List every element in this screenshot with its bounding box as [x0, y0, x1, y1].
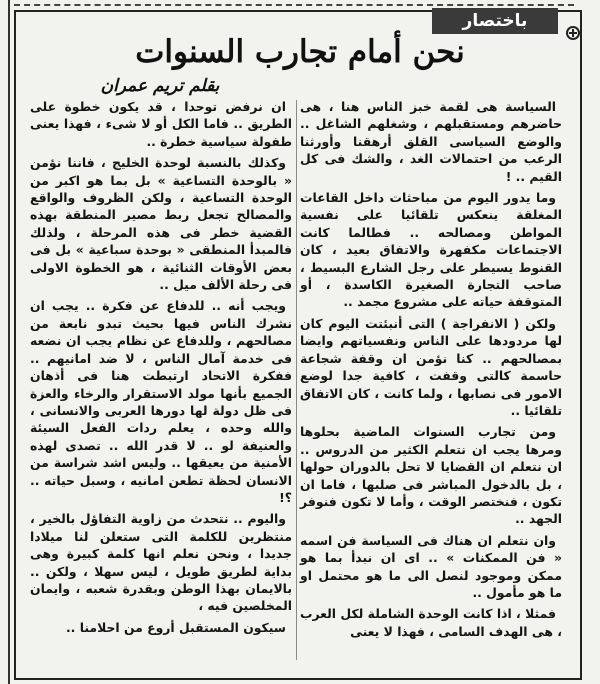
section-label: باختصار	[432, 8, 558, 34]
paragraph: سيكون المستقبل أروع من احلامنا ..	[65, 619, 286, 635]
article-column-left	[30, 98, 292, 640]
paragraph: ولكن ( الانفراجة ) التى أنبئتت اليوم كان لها مردودها على الناس ونفسياتهم وايضا بمصالحهم .. كنا نؤمن ان وقفة شجاعة حاسمة كالتى وقفت ، كافية جدا لوضع الامور فى نصابها ، ولما كانت ، كان الاتفاق تلقائيا ..	[300, 315, 562, 418]
headline: نحن أمام تجارب السنوات	[135, 34, 465, 70]
paragraph: ان نرفض توحدا ، قد يكون خطوة على الطريق .. فاما الكل أو لا شىء ، فهذا يعنى طفولة سياسية خطرة ..	[30, 99, 292, 149]
column-divider	[296, 100, 297, 660]
byline: بقلم تريم عمران	[100, 76, 220, 96]
paragraph: وكذلك بالنسبة لوحدة الخليج ، فاننا نؤمن « بالوحدة التساعية » بل بما هو اكبر من الوحدة التساعية ، ولكن الظروف والواقع والمصالح تجعل ربط مصير المنطقة بهذه القضية خطر فى هذه المرحلة ، ولذلك فالمبدأ المنطقى « بوحدة سباعية » بل فى بعض الأوقات الثنائية ، هو الخطوة الاولى فى رحلة الألف ميل ..	[30, 155, 292, 293]
crosshair-icon	[566, 26, 580, 40]
article-column-right	[300, 98, 562, 644]
paragraph: وان نتعلم ان هناك فى السياسة فن اسمه « فن الممكنات » .. اى ان نبدأ بما هو ممكن وموجود لنصل الى ما هو محتمل او ما هو مأمول ..	[300, 532, 562, 600]
paragraph: فمثلا ، اذا كانت الوحدة الشاملة لكل العرب ، هى الهدف السامى ، فهذا لا يعنى	[300, 606, 562, 639]
paragraph: السياسة هى لقمة خبز الناس هنا ، هى حاضرهم ومستقبلهم ، وشغلهم الشاغل .. والوضع السياسى القلق أرهقنا وأورثنا الرعب من احتمالات الغد ، والشك فى كل القيم .. !	[300, 99, 562, 184]
paragraph: ويجب أنه .. للدفاع عن فكرة .. يجب ان نشرك الناس فيها بحيث تبدو نابعة من مصالحهم ، وللدفاع عن نظام يجب ان نضعه فى خدمة آمال الناس ، لا ضد امانيهم .. ففكرة الاتحاد ارتبطت هنا فى أذهان الجميع بأنها مولد الاستقرار والرخاء والعزة فى ظل دولة لها دورها العربى والانسانى ، والله وحده ، يعلم ردات الفعل السيئة والعنيفة لو .. لا قدر الله .. تصدى لهذه الأمنية من يعيقها .. وليس اشد شراسة من الانسان لحظة تطعن امانيه ، وسبل حياته .. ؟!	[30, 298, 292, 505]
paragraph: ومن تجارب السنوات الماضية بحلوها ومرها يجب ان نتعلم الكثير من الدروس .. ان نتعلم ان القضايا لا تحل بالدوران حولها ، بل بالدخول المباشر فى صلبها ، فاما ان تكون ، فنختصر الوقت ، وأما لا تكون فنوفر الجهد ..	[300, 424, 562, 527]
left-border-rule	[8, 0, 10, 684]
paragraph: وما يدور اليوم من مباحثات داخل القاعات المغلقة ينعكس تلقائيا على نفسية المواطن ومصالحه .. فطالما كانت الاجتماعات مكفهرة والاتفاق بعيد ، كان القنوط يسيطر على رجل الشارع البسيط ، صاحب التجارة الصغيرة الكاسدة ، أو المتوقفة حياته على مشروع مجمد ..	[300, 190, 562, 310]
top-dashed-rule	[14, 4, 574, 6]
paragraph: واليوم .. نتحدث من زاوية التفاؤل بالخير ، منتظرين للكلمة التى ستعلن لنا ميلادا جديدا ، ونحن نعلم انها كلمة كبيرة وهى بداية لطريق طويل ، ليس سهلا ، ولكن .. بالايمان بهذا الوطن وبقدرة شعبه ، وايمان المخلصين فيه ،	[30, 511, 292, 614]
